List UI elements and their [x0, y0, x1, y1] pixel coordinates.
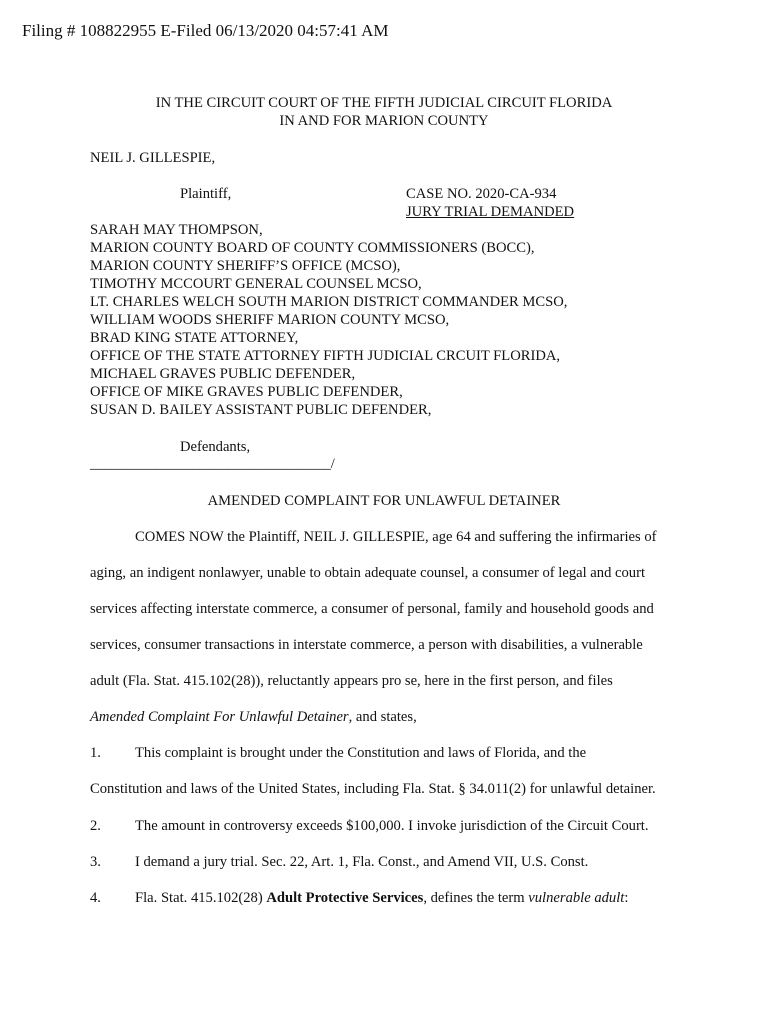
intro-line-end: , and states, — [348, 709, 417, 725]
paragraph-number: 2. — [90, 818, 101, 834]
adult-protective-services-bold: Adult Protective Services — [266, 890, 424, 906]
defendant-item: MARION COUNTY BOARD OF COUNTY COMMISSIONERS (BOCC), — [90, 240, 535, 256]
intro-line: aging, an indigent nonlawyer, unable to obtain adequate counsel, a consumer of legal and court — [90, 565, 646, 581]
paragraph-text: This complaint is brought under the Constitution and laws of Florida, and the — [135, 745, 587, 761]
complaint-title-italic: Amended Complaint For Unlawful Detainer — [90, 709, 349, 725]
intro-last-line — [90, 708, 417, 726]
intro-line: services affecting interstate commerce, a consumer of personal, family and household goods and — [90, 601, 654, 617]
paragraph-1-continued: Constitution and laws of the United States, including Fla. Stat. § 34.011(2) for unlawful detainer. — [90, 781, 656, 797]
defendant-item: OFFICE OF MIKE GRAVES PUBLIC DEFENDER, — [90, 384, 403, 400]
defendant-item: MICHAEL GRAVES PUBLIC DEFENDER, — [90, 366, 356, 382]
vulnerable-adult-italic: vulnerable adult — [528, 890, 625, 906]
defendant-item: SARAH MAY THOMPSON, — [90, 222, 263, 238]
intro-line: services, consumer transactions in interstate commerce, a person with disabilities, a vulnerable — [90, 637, 643, 653]
plaintiff-label: Plaintiff, — [180, 186, 232, 202]
paragraph-number: 4. — [90, 890, 101, 906]
court-name-line-2: IN AND FOR MARION COUNTY — [279, 113, 489, 129]
filing-stamp: Filing # 108822955 E-Filed 06/13/2020 04:57:41 AM — [22, 21, 389, 40]
intro-line: COMES NOW the Plaintiff, NEIL J. GILLESPIE, age 64 and suffering the infirmaries of — [135, 529, 657, 545]
court-name-line-1: IN THE CIRCUIT COURT OF THE FIFTH JUDICIAL CIRCUIT FLORIDA — [155, 95, 613, 111]
case-number: CASE NO. 2020-CA-934 — [406, 186, 557, 202]
paragraph-text-end: : — [624, 890, 629, 906]
paragraph-number: 3. — [90, 854, 101, 870]
paragraph-text — [135, 889, 628, 907]
defendants-label: Defendants, — [180, 439, 251, 455]
defendant-list — [90, 221, 567, 419]
defendant-item: BRAD KING STATE ATTORNEY, — [90, 330, 299, 346]
defendant-item: WILLIAM WOODS SHERIFF MARION COUNTY MCSO, — [90, 312, 450, 328]
paragraph-text-mid: , defines the term — [423, 890, 529, 906]
defendant-item: LT. CHARLES WELCH SOUTH MARION DISTRICT COMMANDER MCSO, — [90, 294, 568, 310]
paragraph-number: 1. — [90, 745, 101, 761]
defendant-item: TIMOTHY MCCOURT GENERAL COUNSEL MCSO, — [90, 276, 422, 292]
statute-reference: Fla. Stat. 415.102(28) — [135, 890, 267, 906]
paragraph-text: The amount in controversy exceeds $100,000. I invoke jurisdiction of the Circuit Court. — [135, 818, 649, 834]
document-title: AMENDED COMPLAINT FOR UNLAWFUL DETAINER — [207, 493, 561, 509]
intro-line: adult (Fla. Stat. 415.102(28)), reluctantly appears pro se, here in the first person, and files — [90, 673, 613, 689]
jury-trial-demand: JURY TRIAL DEMANDED — [406, 204, 575, 220]
defendant-item: SUSAN D. BAILEY ASSISTANT PUBLIC DEFENDER, — [90, 402, 432, 418]
defendant-item: MARION COUNTY SHERIFF’S OFFICE (MCSO), — [90, 258, 401, 274]
plaintiff-name: NEIL J. GILLESPIE, — [90, 150, 216, 166]
defendant-item: OFFICE OF THE STATE ATTORNEY FIFTH JUDICIAL CRCUIT FLORIDA, — [90, 348, 561, 364]
signature-line: _________________________________/ — [90, 456, 335, 472]
paragraph-text: I demand a jury trial. Sec. 22, Art. 1, Fla. Const., and Amend VII, U.S. Const. — [135, 854, 589, 870]
